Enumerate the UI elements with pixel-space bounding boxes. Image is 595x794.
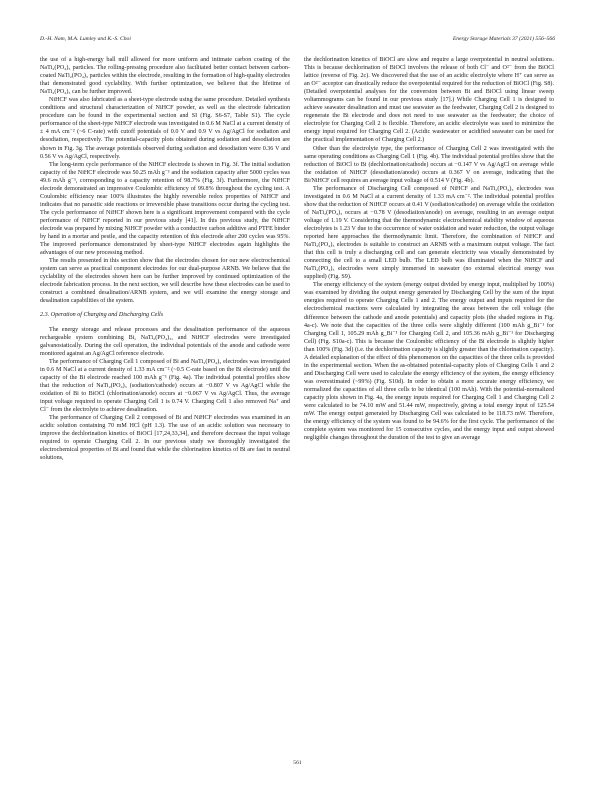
paragraph: The performance of Discharging Cell composed of NiHCF and NaTi₂(PO₄)₃ electrodes was investigated in 0.6 M NaCl at a current density of 1.33 mA cm⁻². The individual potential profiles show that the reduction of NiHCF occurs at 0.41 V (sodiation/cathode) on average while the oxidation of NaTi₂(PO₄)₃ occurs at −0.78 V (desodiation/anode) on average, resulting in an average output voltage of 1.19 V. Considering that the thermodynamic electrochemical stability window of aqueous electrolytes is 1.23 V due to the occurrence of water oxidation and water reduction, the output voltage reported here approaches the thermodynamic limit. Therefore, the combination of NiHCF and NaTi₂(PO₄)₃ electrodes is suitable to construct an ARNB with a maximum output voltage. The fact that this cell is truly a discharging cell and can generate electricity was visually demonstrated by connecting the cell to a small LED bulb. The LED bulb was illuminated when the NiHCF and NaTi₂(PO₄)₃ electrodes were simply immersed in seawater (no external electrical energy was supplied) (Fig. S9). xyxy=(304,185,554,281)
paragraph: The results presented in this section show that the electrodes chosen for our new electrochemical system can serve as practical component electrodes for our dual-purpose ARNB. We believe that the cyclability of the electrodes shown here can be further improved by continued optimization of the electrode fabrication process. In the next section, we will describe how these electrodes can be used to construct a combined desalination/ARNB system, and we will examine the energy storage and desalination capabilities of the system. xyxy=(40,258,290,305)
header-journal: Energy Storage Materials 37 (2021) 556–566 xyxy=(452,36,555,42)
paragraph: The long-term cycle performance of the NiHCF electrode is shown in Fig. 3f. The initial sodiation capacity of the NiHCF electrode was 50.25 mAh g⁻¹ and the sodiation capacity after 5000 cycles was 49.6 mAh g⁻¹, corresponding to a capacity retention of 98.7% (Fig. 3f). Furthermore, the NiHCF electrode demonstrated an impressive Coulombic efficiency of 99.8% throughout the cycling test. A Coulombic efficiency near 100% illustrates the highly reversible redox properties of NiHCF and indicates that no parasitic side reactions or irreversible phase transitions occur during the cycling test. The cycle performance of NiHCF shown here is a significant improvement compared with the cycle performance of NiHCF reported in our previous study [41]. In this previous study, the NiHCF electrode was prepared by mixing NiHCF powder with a conductive carbon additive and PTFE binder by hand in a mortar and pestle, and the capacity retention of this electrode after 200 cycles was 95%. The improved performance demonstrated by sheet-type NiHCF electrodes again highlights the advantages of our new processing method. xyxy=(40,161,290,257)
running-header xyxy=(40,36,555,42)
paragraph: The performance of Charging Cell 2 composed of Bi and NiHCF electrodes was examined in an acidic solution containing 70 mM HCl (pH 1.3). The use of an acidic solution was necessary to improve the dechlorination kinetics of BiOCl [17,24,33,34], and therefore decrease the input voltage required to operate Charging Cell 2. In our previous study we thoroughly investigated the electrochemical properties of Bi and found that while the chlorination kinetics of Bi are fast in neutral solutions, xyxy=(40,415,290,462)
paragraph: the use of a high-energy ball mill allowed for more uniform and intimate carbon coating of the NaTi₂(PO₄)₃ particles. The rolling-pressing procedure also facilitated better contact between carbon-coated NaTi₂(PO₄)₃ particles within the electrode, resulting in the formation of high-quality electrodes that demonstrated good cyclability. With further optimization, we believe that the lifetime of NaTi₂(PO₄)₃ can be further improved. xyxy=(40,57,290,96)
section-heading: 2.3. Operation of Charging and Discharging Cells xyxy=(40,312,164,319)
header-authors: D.-H. Nam, M.A. Lumley and K.-S. Choi xyxy=(40,36,131,42)
paragraph: NiHCF was also fabricated as a sheet-type electrode using the same procedure. Detailed synthesis conditions and structural characterization of NiHCF powder, as well as the electrode fabrication procedure can be found in the experimental section and SI (Fig. S6-S7, Table S1). The cycle performance of the sheet-type NiHCF electrode was investigated in 0.6 M NaCl at a current density of ± 4 mA cm⁻² (~6 C-rate) with cutoff potentials of 0.0 V and 0.9 V vs Ag/AgCl for sodiation and desodiation, respectively. The potential-capacity plots obtained during sodiation and desodiation are shown in Fig. 3g. The average potentials observed during sodiation and desodiation were 0.36 V and 0.56 V vs Ag/AgCl, respectively. xyxy=(40,97,290,160)
right-column xyxy=(304,56,554,442)
paragraph: Other than the electrolyte type, the performance of Charging Cell 2 was investigated with the same operating conditions as Charging Cell 1 (Fig. 4b). The individual potential profiles show that the reduction of BiOCl to Bi (dechlorination/cathode) occurs at −0.147 V vs Ag/AgCl on average while the oxidation of NiHCF (desodiation/anode) occurs at 0.367 V on average, indicating that the Bi/NiHCF cell requires an average input voltage of 0.514 V (Fig. 4b). xyxy=(304,145,554,184)
paragraph: The energy storage and release processes and the desalination performance of the aqueous rechargeable system combining Bi, NaTi₂(PO₄)₃, and NiHCF electrodes were investigated galvanostatically. During the cell operation, the individual potentials of the anode and cathode were monitored against an Ag/AgCl reference electrode. xyxy=(40,326,290,357)
paragraph: The performance of Charging Cell 1 composed of Bi and NaTi₂(PO₄)₃ electrodes was investigated in 0.6 M NaCl at a current density of 1.33 mA cm⁻² (~0.5 C-rate based on the Bi electrode) until the capacity of the Bi electrode reached 100 mAh g⁻¹ (Fig. 4a). The individual potential profiles show that the reduction of NaTi₂(PO₄)₃ (sodiation/cathode) occurs at −0.807 V vs Ag/AgCl while the oxidation of Bi to BiOCl (chlorination/anode) occurs at −0.067 V vs Ag/AgCl. Thus, the average input voltage required to operate Charging Cell 1 is 0.74 V. Charging Cell 1 also removed Na⁺ and Cl⁻ from the electrolyte to achieve desalination. xyxy=(40,358,290,413)
left-column xyxy=(40,56,290,462)
paragraph: the dechlorination kinetics of BiOCl are slow and require a large overpotential in neutral solutions. This is because dechlorination of BiOCl involves the release of both Cl⁻ and O²⁻ from the BiOCl lattice (reverse of Fig. 2c). We discovered that the use of an acidic electrolyte where H⁺ can serve as an O²⁻ acceptor can drastically reduce the overpotential required for the reduction of BiOCl (Fig. S8). (Detailed overpotential analyses for the conversion between Bi and BiOCl using linear sweep voltammograms can be found in our previous study [17].) While Charging Cell 1 is designed to achieve seawater desalination and must use seawater as the feedwater, Charging Cell 2 is designed to regenerate the Bi electrode and does not need to use seawater as the feedwater; the choice of electrolyte for Charging Cell 2 is flexible. Therefore, an acidic electrolyte was used to minimize the energy input required for Charging Cell 2. (Acidic wastewater or acidified seawater can be used for the practical implementation of Charging Cell 2.) xyxy=(304,57,554,144)
page-number: 561 xyxy=(293,760,302,766)
paragraph: The energy efficiency of the system (energy output divided by energy input, multiplied by 100%) was examined by dividing the output energy generated by Discharging Cell by the sum of the input energies required to operate Charging Cells 1 and 2. The energy output and inputs required for the electrochemical reactions were calculated by integrating the areas between the cell voltage (the difference between the cathode and anode potentials) and capacity plots (the shaded regions in Fig. 4a-c). We note that the capacities of the three cells were slightly different (100 mAh g_Bi⁻¹ for Charging Cell 1, 105.29 mAh g_Bi⁻¹ for Charging Cell 2, and 105.36 mAh g_Bi⁻¹ for Discharging Cell) (Fig. S10a-c). This is because the Coulombic efficiency of the Bi electrode is slightly higher than 100% (Fig. 3d) (i.e. the dechlorination capacity is slightly greater than the chlorination capacity). A detailed explanation of the effect of this phenomenon on the capacities of the three cells is provided in the experimental section. When the as-obtained potential-capacity plots of Charging Cells 1 and 2 and Discharging Cell were used to calculate the energy efficiency of the system, the energy efficiency was overestimated (~99%) (Fig. S10d). In order to obtain a more accurate energy efficiency, we normalized the capacities of all three cells to be identical (100 mAh). With the potential-normalized capacity plots shown in Fig. 4a, the energy inputs required for Charging Cell 1 and Charging Cell 2 were calculated to be 74.10 mW and 51.44 mW, respectively, giving a total energy input of 125.54 mW. The energy output generated by Discharging Cell was calculated to be 118.73 mW. Therefore, the energy efficiency of the system was found to be 94.6% for the first cycle. The performance of the complete system was monitored for 15 consecutive cycles, and the energy input and output showed negligible changes throughout the duration of the test to give an average xyxy=(304,282,554,442)
